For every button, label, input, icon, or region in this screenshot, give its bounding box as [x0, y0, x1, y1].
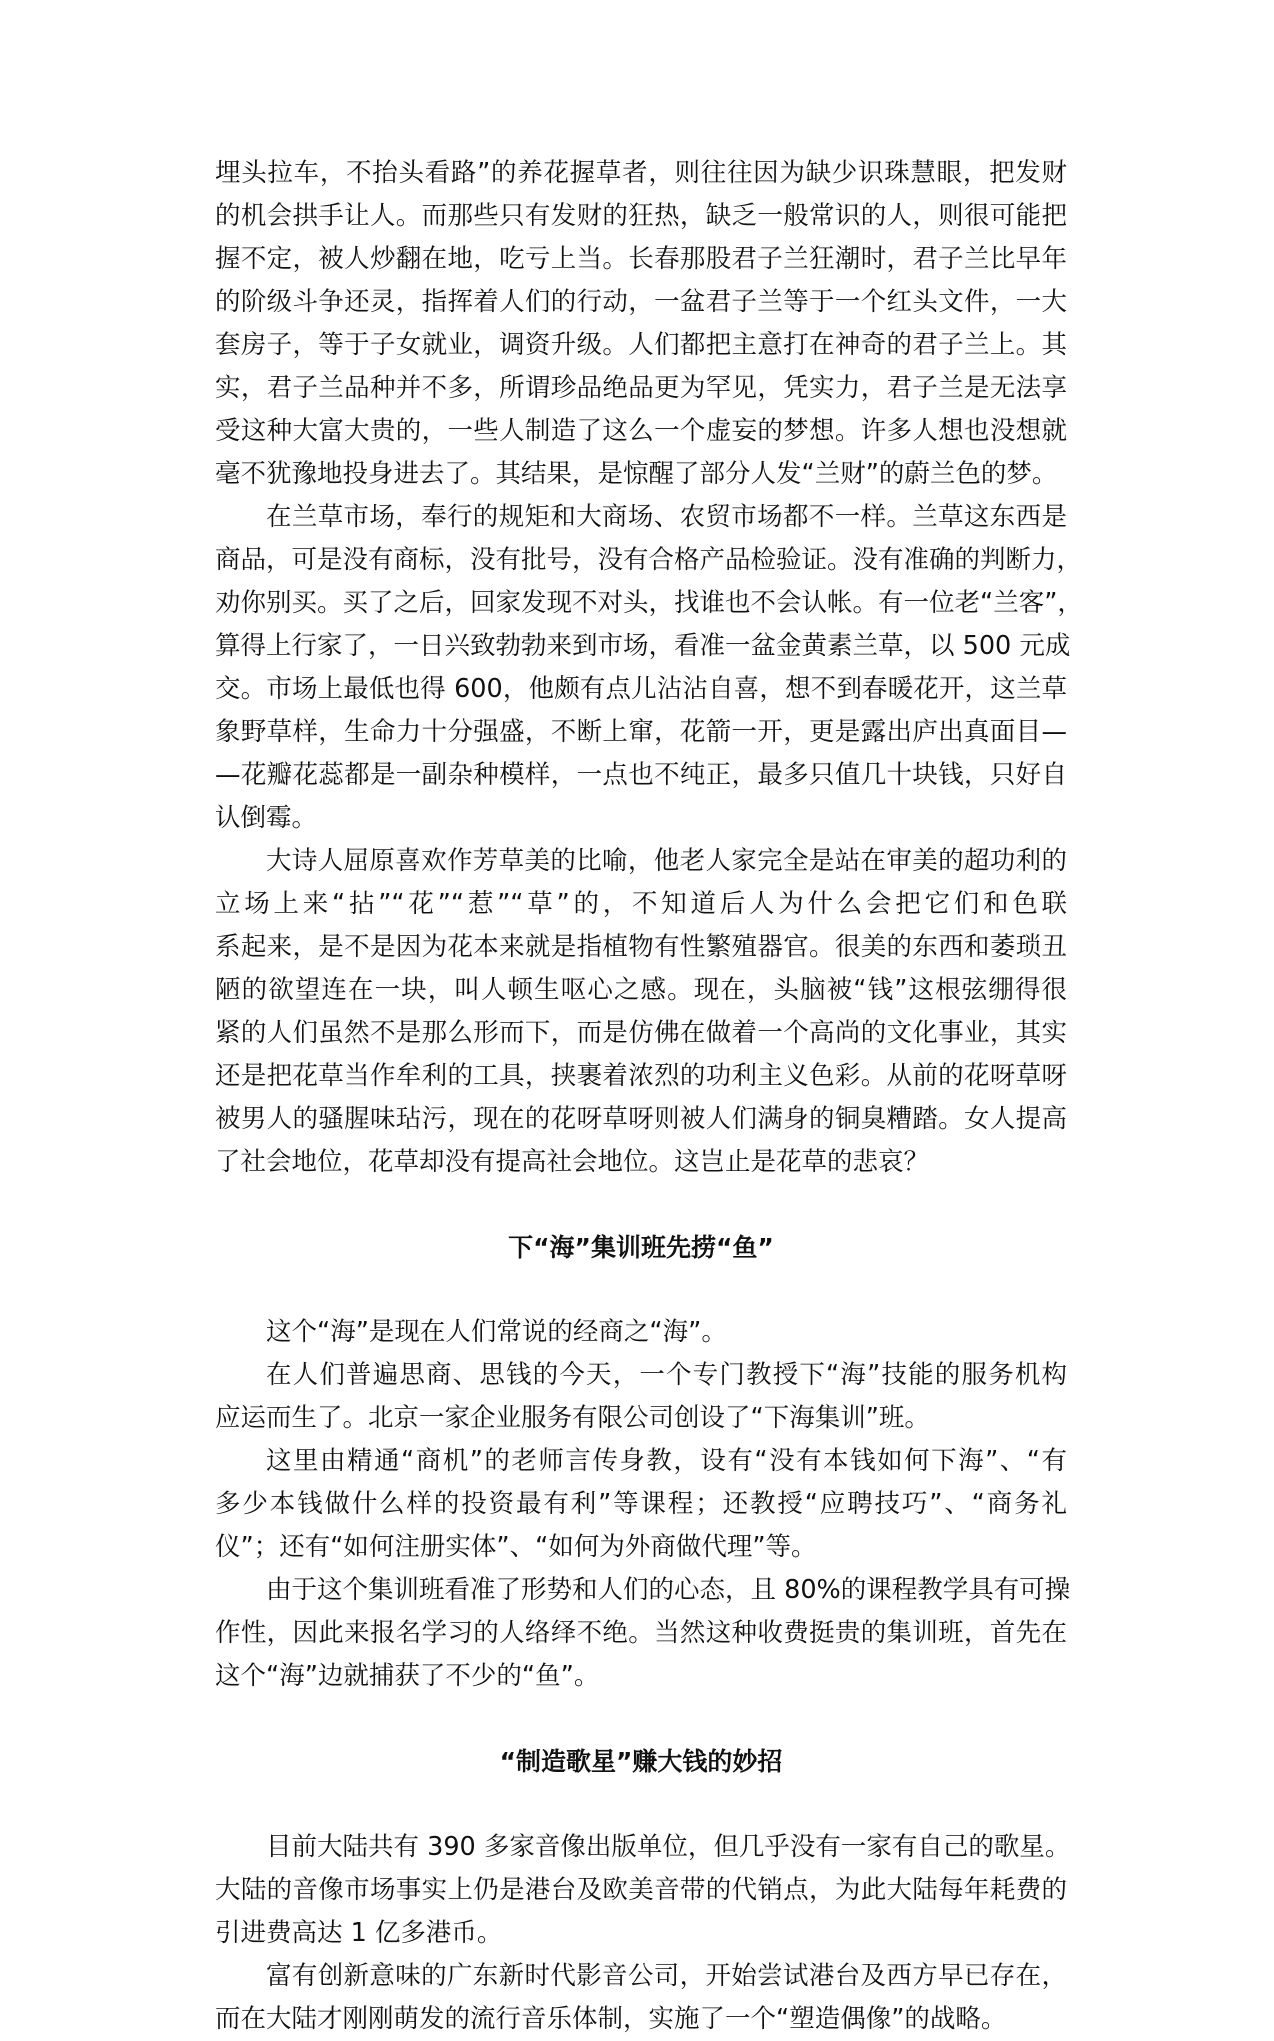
text-line: 交。市场上最低也得 600，他颇有点儿沾沾自喜，想不到春暖花开，这兰草 — [215, 674, 1067, 704]
text-line: 还是把花草当作牟利的工具，挟裹着浓烈的功利主义色彩。从前的花呀草呀 — [215, 1061, 1067, 1091]
paragraph-sea-definition — [215, 1311, 1067, 1354]
paragraph-enrollment — [215, 1569, 1071, 1698]
paragraph-service-agency — [215, 1354, 1067, 1440]
text-line: 的机会拱手让人。而那些只有发财的狂热，缺乏一般常识的人，则很可能把 — [215, 201, 1067, 231]
text-line: 仪”；还有“如何注册实体”、“如何为外商做代理”等。 — [215, 1532, 817, 1562]
text-line: 埋头拉车，不抬头看路”的养花握草者，则往往因为缺少识珠慧眼，把发财 — [215, 158, 1067, 188]
text-line: 立场上来“拈”“花”“惹”“草”的，不知道后人为什么会把它们和色联 — [215, 889, 1067, 919]
document-page — [215, 152, 1083, 2041]
text-line: 作性，因此来报名学习的人络绎不绝。当然这种收费挺贵的集训班，首先在 — [215, 1618, 1067, 1648]
section-heading: “制造歌星”赚大钱的妙招 — [499, 1747, 783, 1776]
text-line: 紧的人们虽然不是那么形而下，而是仿佛在做着一个高尚的文化事业，其实 — [215, 1018, 1067, 1048]
text-line: 系起来，是不是因为花本来就是指植物有性繁殖器官。很美的东西和萎琐丑 — [215, 932, 1067, 962]
text-line: 毫不犹豫地投身进去了。其结果，是惊醒了部分人发“兰财”的蔚兰色的梦。 — [215, 459, 1058, 489]
text-line: 认倒霉。 — [215, 803, 318, 833]
text-line: 的阶级斗争还灵，指挥着人们的行动，一盆君子兰等于一个红头文件，一大 — [215, 287, 1067, 317]
text-line: 大诗人屈原喜欢作芳草美的比喻，他老人家完全是站在审美的超功利的 — [266, 846, 1067, 876]
text-line: —花瓣花蕊都是一副杂种模样，一点也不纯正，最多只值几十块钱，只好自 — [215, 760, 1067, 790]
text-line: 多少本钱做什么样的投资最有利”等课程；还教授“应聘技巧”、“商务礼 — [215, 1489, 1067, 1519]
paragraph-audio-publishers — [215, 1826, 1071, 1955]
text-line: 被男人的骚腥味玷污，现在的花呀草呀则被人们满身的铜臭糟踏。女人提高 — [215, 1104, 1067, 1134]
paragraph-guangdong-company — [215, 1955, 1067, 2041]
text-line: 实，君子兰品种并不多，所谓珍品绝品更为罕见，凭实力，君子兰是无法享 — [215, 373, 1067, 403]
text-line: 由于这个集训班看准了形势和人们的心态，且 80%的课程教学具有可操 — [266, 1575, 1071, 1605]
text-line: 这个“海”边就捕获了不少的“鱼”。 — [215, 1661, 600, 1691]
text-line: 而在大陆才刚刚萌发的流行音乐体制，实施了一个“塑造偶像”的战略。 — [215, 2004, 1007, 2034]
text-line: 目前大陆共有 390 多家音像出版单位，但几乎没有一家有自己的歌星。 — [266, 1832, 1071, 1862]
text-line: 象野草样，生命力十分强盛，不断上窜，花箭一开，更是露出庐出真面目— — [215, 717, 1067, 747]
text-line: 富有创新意味的广东新时代影音公司，开始尝试港台及西方早已存在， — [266, 1961, 1067, 1991]
text-line: 商品，可是没有商标，没有批号，没有合格产品检验证。没有准确的判断力， — [215, 545, 1083, 575]
text-line: 在兰草市场，奉行的规矩和大商场、农贸市场都不一样。兰草这东西是 — [266, 502, 1067, 532]
text-line: 陋的欲望连在一块，叫人顿生呕心之感。现在，头脑被“钱”这根弦绷得很 — [215, 975, 1067, 1005]
text-line: 算得上行家了，一日兴致勃勃来到市场，看准一盆金黄素兰草，以 500 元成 — [215, 631, 1071, 661]
text-line: 受这种大富大贵的，一些人制造了这么一个虚妄的梦想。许多人想也没想就 — [215, 416, 1067, 446]
text-line: 了社会地位，花草却没有提高社会地位。这岂止是花草的悲哀？ — [215, 1147, 930, 1177]
text-line: 这个“海”是现在人们常说的经商之“海”。 — [266, 1317, 727, 1347]
paragraph-orchid-market — [215, 496, 1083, 840]
paragraph-continued — [215, 152, 1067, 496]
paragraph-qu-yuan — [215, 840, 1067, 1184]
text-line: 劝你别买。买了之后，回家发现不对头，找谁也不会认帐。有一位老“兰客”， — [215, 588, 1083, 618]
text-line: 套房子，等于子女就业，调资升级。人们都把主意打在神奇的君子兰上。其 — [215, 330, 1067, 360]
paragraph-courses — [215, 1440, 1067, 1569]
text-line: 在人们普遍思商、思钱的今天，一个专门教授下“海”技能的服务机构 — [266, 1360, 1067, 1390]
text-line: 应运而生了。北京一家企业服务有限公司创设了“下海集训”班。 — [215, 1403, 930, 1433]
text-line: 握不定，被人炒翻在地，吃亏上当。长春那股君子兰狂潮时，君子兰比早年 — [215, 244, 1067, 274]
text-line: 引进费高达 1 亿多港币。 — [215, 1918, 503, 1948]
text-line: 这里由精通“商机”的老师言传身教，设有“没有本钱如何下海”、“有 — [266, 1446, 1067, 1476]
section-heading: 下“海”集训班先捞“鱼” — [508, 1233, 774, 1262]
text-line: 大陆的音像市场事实上仍是港台及欧美音带的代销点，为此大陆每年耗费的 — [215, 1875, 1067, 1905]
